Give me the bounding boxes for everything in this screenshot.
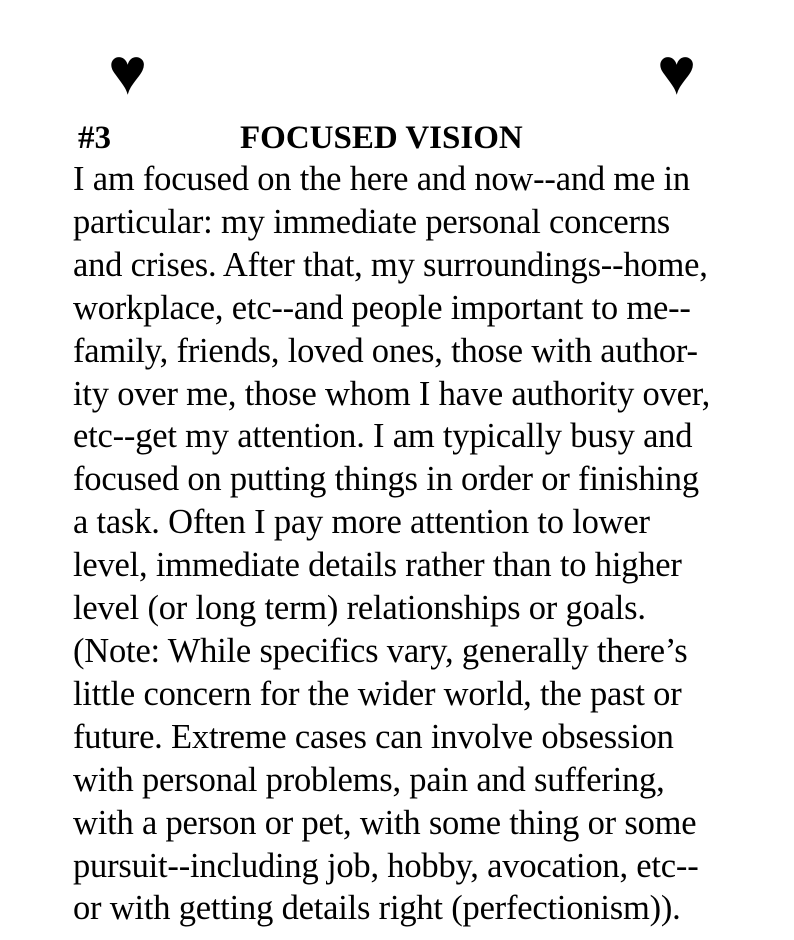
description-line: family, friends, loved ones, those with author- xyxy=(73,331,698,370)
description-line: pursuit--including job, hobby, avocation, etc-- xyxy=(73,846,699,885)
description-line: particular: my immediate personal concerns xyxy=(73,202,671,241)
card-number: #3 xyxy=(78,120,111,156)
description-line: etc--get my attention. I am typically busy and xyxy=(73,417,693,456)
card-description xyxy=(73,158,710,930)
heart-icon: ♥ xyxy=(108,36,148,109)
card-heading xyxy=(78,118,523,158)
description-line: level (or long term) relationships or goals. xyxy=(73,589,646,628)
description-line: with personal problems, pain and suffering, xyxy=(73,760,665,799)
description-line: (Note: While specifics vary, generally there’s xyxy=(73,631,688,670)
card-title: FOCUSED VISION xyxy=(240,120,523,156)
description-line: focused on putting things in order or finishing xyxy=(73,460,699,499)
description-line: or with getting details right (perfectionism)). xyxy=(73,889,681,928)
heart-icon: ♥ xyxy=(657,36,697,109)
description-line: I am focused on the here and now--and me in xyxy=(73,160,690,198)
description-line: a task. Often I pay more attention to lower xyxy=(73,503,650,542)
description-line: workplace, etc--and people important to me-- xyxy=(73,288,691,327)
description-line: with a person or pet, with some thing or some xyxy=(73,803,697,842)
description-line: future. Extreme cases can involve obsession xyxy=(73,717,674,756)
description-line: little concern for the wider world, the past or xyxy=(73,674,682,713)
description-line: and crises. After that, my surroundings--home, xyxy=(73,245,708,284)
description-line: ity over me, those whom I have authority over, xyxy=(73,374,711,413)
description-line: level, immediate details rather than to higher xyxy=(73,546,682,585)
